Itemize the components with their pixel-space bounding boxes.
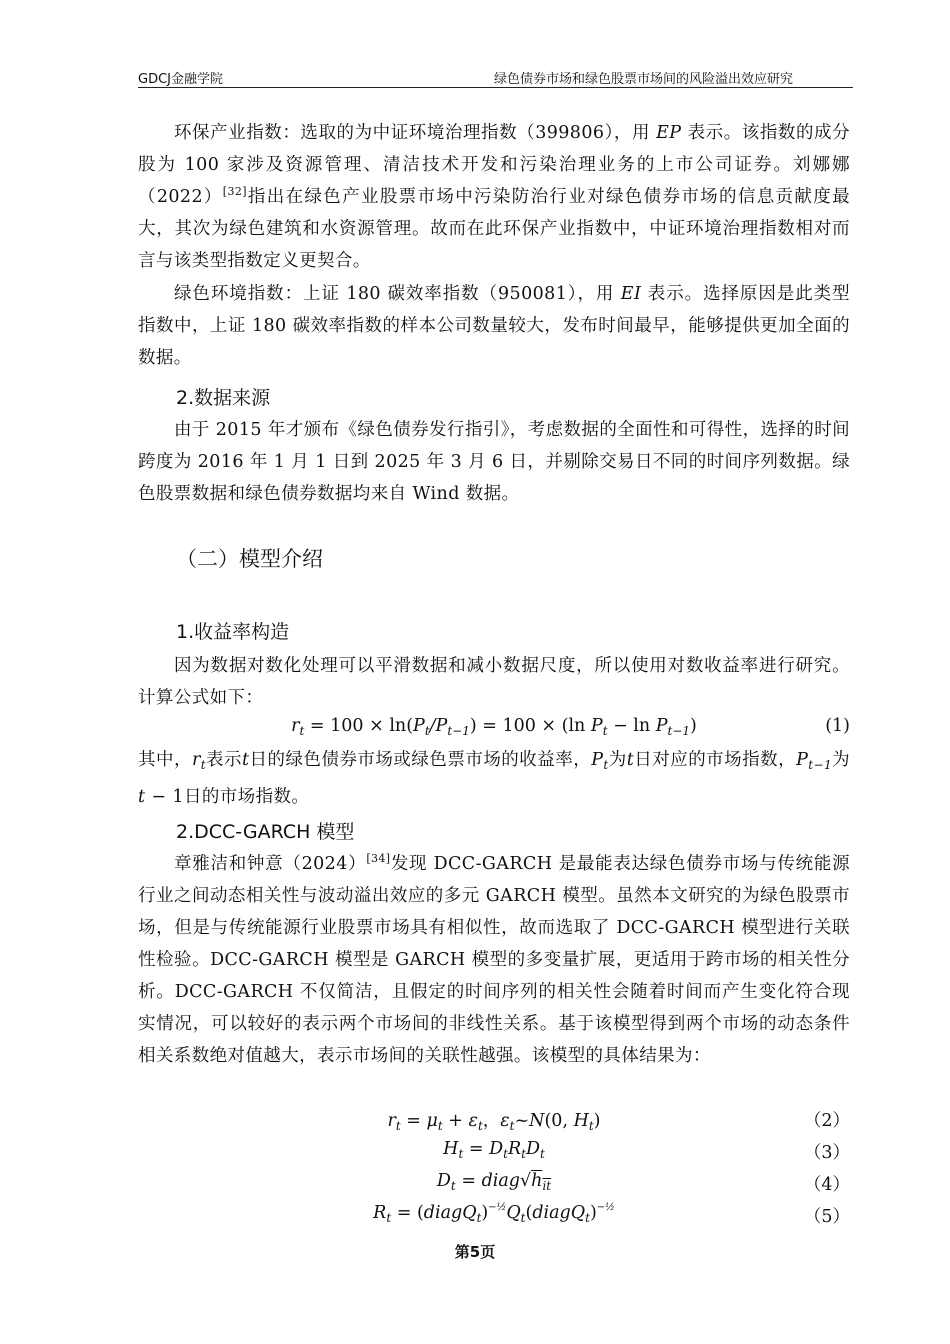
heading-return: 1.收益率构造 [176, 621, 290, 643]
equation-4: $D_t$ = $diag√h_{it}$ （4） [436, 1171, 850, 1195]
equation-1-number: (1) [825, 716, 850, 736]
header-left: GDCJ金融学院 [138, 72, 223, 87]
paragraph-data-source: 由于 2015 年才颁布《绿色债券发行指引》，考虑数据的全面性和可得性，选择的时间跨度为 2016 年 1 月 1 日到 2025 年 3 月 6 日，并剔除交易日不同的时间序列数据。绿色股票数据和绿色债券数据均来自 Wind 数据。 [138, 420, 850, 504]
heading-dcc-garch: 2.DCC-GARCH 模型 [176, 821, 355, 843]
equation-4-number: （4） [803, 1175, 850, 1195]
paragraph-ep-index: 环保产业指数：选取的为中证环境治理指数（399806），用 EP 表示。该指数的成分股为 100 家涉及资源管理、清洁技术开发和污染治理业务的上市公司证券。刘娜娜（2022）[32]指出在绿色产业股票市场中污染防治行业对绿色债券市场的信息贡献度最大，其次为绿色建筑和水资源管理。故而在此环保产业指数中，中证环境治理指数相对而言与该类型指数定义更契合。 [138, 123, 850, 271]
page-header [138, 68, 853, 88]
equation-3-number: （3） [803, 1143, 850, 1163]
heading-data-source: 2.数据来源 [176, 387, 271, 409]
paragraph-return: 因为数据对数化处理可以平滑数据和减小数据尺度，所以使用对数收益率进行研究。计算公式如下： [138, 656, 850, 708]
equation-2: $r_t = \mu_t + \varepsilon_t$，$\varepsilon_t\sim N(0$, $H_t$) （2） [138, 1107, 850, 1137]
equation-3: $H_t = D_tR_tD_t$ （3） [443, 1139, 850, 1163]
page-number: 第5页 [454, 1243, 496, 1261]
equation-5-number: （5） [803, 1207, 850, 1227]
paragraph-where: 其中，$r_t$表示t日的绿色债券市场或绿色票市场的收益率，$P_t$为t日对应的市场指数，$P_{t-1}$为t − 1日的市场指数。 [138, 750, 850, 807]
paragraph-ei-index: 绿色环境指数：上证 180 碳效率指数（950081），用 EI 表示。选择原因是此类型指数中，上证 180 碳效率指数的样本公司数量较大，发布时间最早，能够提供更加全面的数据。 [138, 284, 850, 368]
equation-2-number: （2） [803, 1111, 850, 1131]
heading-model-intro: （二）模型介绍 [176, 547, 323, 571]
equation-1: $r_t = 100 \times \ln(P_t/P_{t-1}) = 100 \times (\ln$ $P_t - \ln P_{t-1}$) (1) [291, 716, 850, 738]
paragraph-dcc-garch: 章雅洁和钟意（2024）[34]发现 DCC-GARCH 是最能表达绿色债券市场与传统能源行业之间动态相关性与波动溢出效应的多元 GARCH 模型。虽然本文研究的为绿色股票市场，但是与传统能源行业股票市场具有相似性，故而选取了 DCC-GARCH 模型进行关联性检验。DCC-GARCH 模型是 GARCH 模型的多变量扩展，更适用于跨市场的相关性分析。DCC-GARCH 不仅简洁，且假定的时间序列的相关性会随着时间而产生变化符合现实情况，可以较好的表示两个市场间的非线性关系。基于该模型得到两个市场的动态条件相关系数绝对值越大，表示市场间的关联性越强。该模型的具体结果为： [138, 852, 850, 1066]
header-right: 绿色债券市场和绿色股票市场间的风险溢出效应研究 [493, 72, 793, 87]
equation-5: $R_t$ = $(diagQ_t)-\frac{1}{2}Q_t(diagQ_t)-\frac{1}{2}$ （5） [373, 1202, 850, 1227]
